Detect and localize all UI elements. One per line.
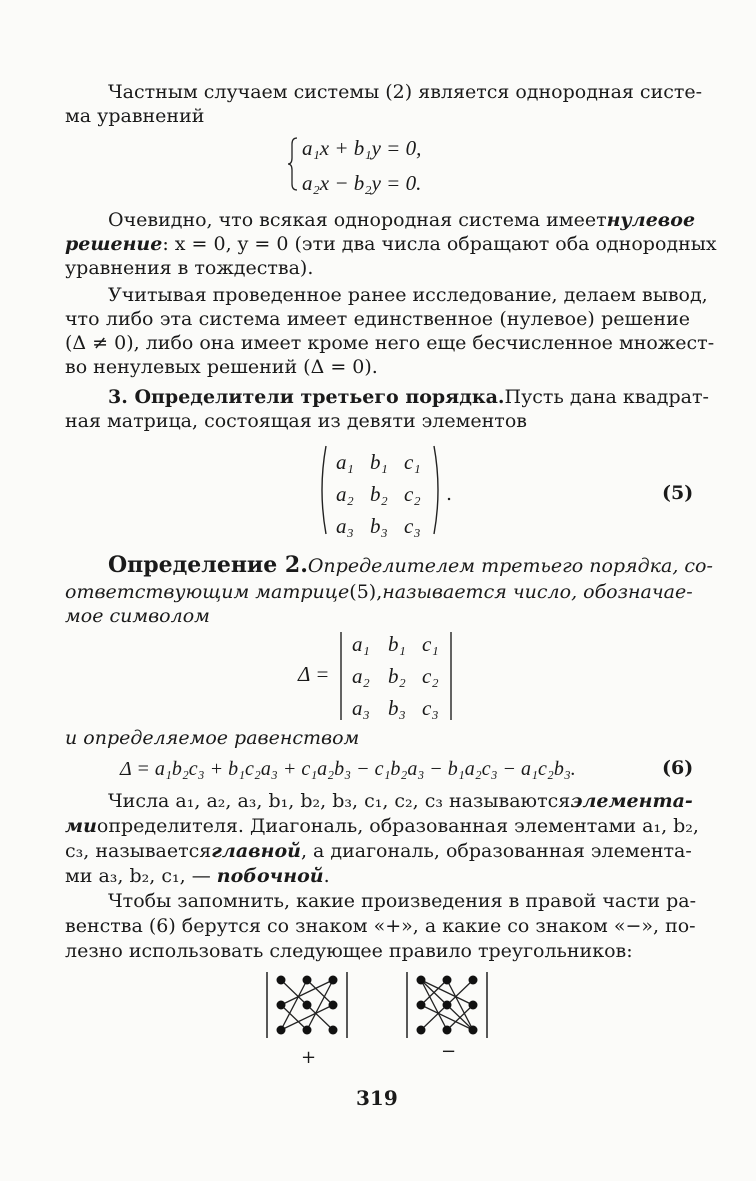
matrix-cell: c₁ [404,450,421,474]
matrix-cell: b₃ [370,514,388,538]
det-cell: c₂ [422,664,439,688]
text-span: Очевидно, что всякая однородная система имеет [108,209,607,231]
text-span: , а диагональ, образованная элемента- [300,840,692,862]
text-span: (5), [349,581,383,603]
definition-line: мое символом [65,605,210,627]
det-cell: a₂ [352,664,370,688]
triangle-rule-plus-diagram [262,968,352,1042]
term-solution: решение [65,233,163,255]
matrix-cell: a₁ [336,450,354,474]
text-line [65,814,699,838]
det-cell: b₃ [388,696,406,720]
text-span: ми a₃, b₂, c₁, — [65,865,211,887]
det-cell: c₁ [422,632,439,656]
term-main: главной [211,840,301,862]
matrix-cell: b₂ [370,482,388,506]
text-span: : x = 0, y = 0 (эти два числа обращают оба однородных [162,233,717,255]
equation-number: (5) [662,482,694,504]
term-elements-end: ми [65,815,97,837]
text-line [108,789,693,813]
text-line: Чтобы запомнить, какие произведения в правой части ра- [108,890,697,912]
triangle-rule-minus-diagram [402,968,492,1042]
matrix-cell: b₁ [370,450,388,474]
text-line: ная матрица, состоящая из девяти элементов [65,410,527,432]
text-line [65,864,330,888]
text-line: венства (6) берутся со знаком «+», а какие со знаком «−», по- [65,915,696,937]
term-elements: элемента- [570,790,693,812]
det-cell: a₁ [352,632,370,656]
text-line: ма уравнений [65,105,205,127]
text-span: называется число, обозначае- [382,581,693,603]
text-span: Пусть дана квадрат- [504,386,709,408]
definition-line [108,552,713,578]
text-line: Учитывая проведенное ранее исследование, делаем вывод, [108,284,708,306]
text-line: во ненулевых решений (Δ = 0). [65,356,378,378]
det-cell: c₃ [422,696,439,720]
text-span: определителя. Диагональ, образованная элементами a₁, b₂, [96,815,699,837]
term-null: нулевое [606,209,696,231]
plus-label: + [301,1047,317,1068]
definition-line [65,580,693,604]
text-line: Частным случаем системы (2) является однородная систе- [108,81,703,103]
section-heading: 3. Определители третьего порядка. [108,386,505,408]
section-heading-line [108,385,709,409]
left-paren-icon [316,444,328,536]
brace-icon [286,136,300,192]
equation-number: (6) [662,757,694,779]
definition-heading: Определение 2. [108,552,308,578]
matrix-cell: a₃ [336,514,354,538]
matrix-cell: c₂ [404,482,421,506]
matrix-cell: c₃ [404,514,421,538]
det-cell: a₃ [352,696,370,720]
text-line: уравнения в тождества). [65,257,314,279]
minus-label: − [441,1041,457,1062]
left-bar-icon [338,630,344,722]
text-line [65,839,690,863]
text-line: что либо эта система имеет единственное (нулевое) решение [65,308,690,330]
delta-label: Δ = [298,662,330,686]
det-cell: b₁ [388,632,406,656]
text-span: c₃, называется [65,840,212,862]
period: . [446,483,453,505]
text-line: лезно использовать следующее правило треугольников: [65,940,633,962]
equation-line: a₁x + b₁y = 0, [302,136,422,160]
text-line: (Δ ≠ 0), либо она имеет кроме него еще бесчисленное множест- [65,332,715,354]
right-paren-icon [432,444,444,536]
text-span: ответствующим матрице [65,581,350,603]
text-line [108,208,696,232]
text-span: Числа a₁, a₂, a₃, b₁, b₂, b₃, c₁, c₂, c₃ называются [108,790,571,812]
text-span: . [323,865,330,887]
text-span: Определителем третьего порядка, со- [307,555,713,577]
equation-line: a₂x − b₂y = 0. [302,171,422,195]
matrix-cell: a₂ [336,482,354,506]
equation-line: Δ = a₁b₂c₃ + b₁c₂a₃ + c₁a₂b₃ − c₁b₂a₃ − b₁a₂c₃ − a₁c₂b₃. [120,758,576,780]
text-line [65,232,717,256]
det-cell: b₂ [388,664,406,688]
term-secondary: побочной [216,865,324,887]
right-bar-icon [448,630,454,722]
page-number: 319 [356,1086,398,1110]
text-line: и определяемое равенством [65,727,360,749]
